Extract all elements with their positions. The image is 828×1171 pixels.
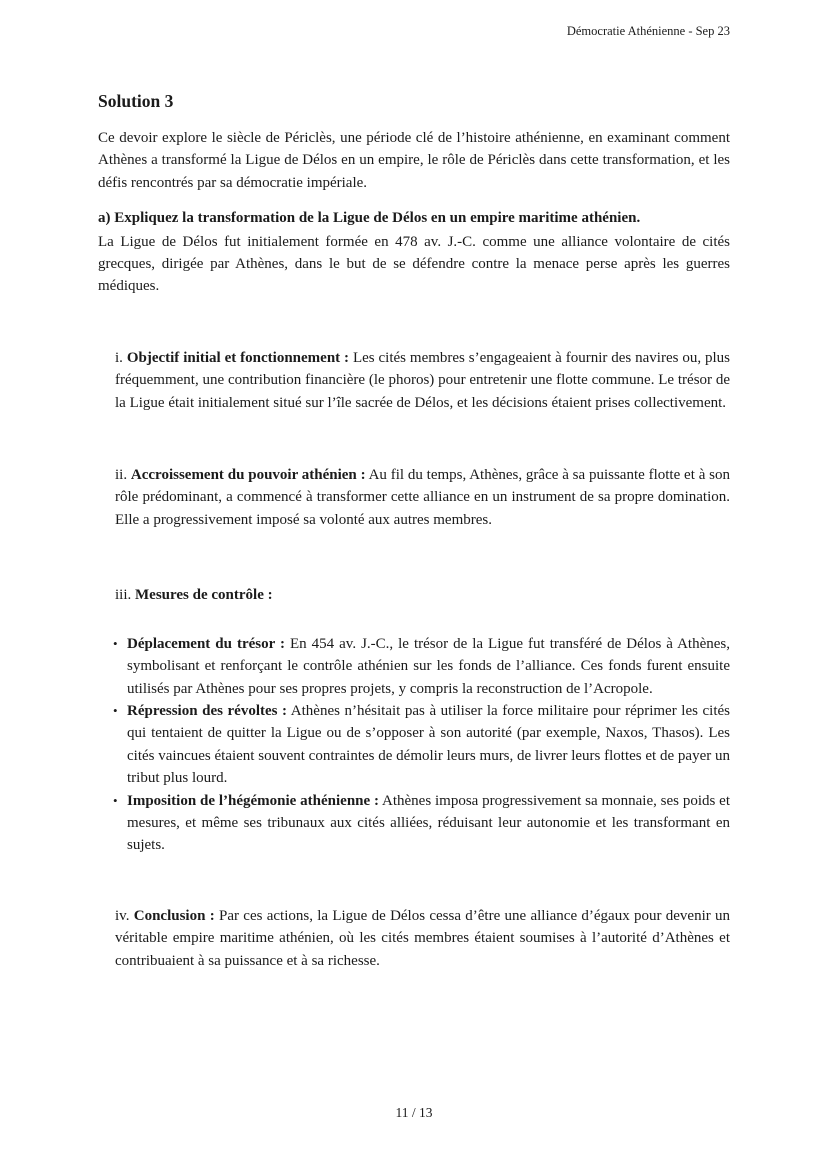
bullet-repression-revoltes [112,700,730,790]
bullet-2-text: Athènes n’hésitait pas à utiliser la force militaire pour réprimer les cités qui tentaient de quitter la Ligue ou de s’opposer à son autorité (par exemple, Naxos, Thasos). Les cités vaincues étaient souvent contraintes de démolir leurs murs, de livrer leurs flottes et de payer un tribut plus lourd. [127,702,730,787]
control-measures-list [98,633,730,857]
item-i-label: Objectif initial et fonctionnement : [126,349,350,366]
bullet-1-text: En 454 av. J.-C., le trésor de la Ligue fut transféré de Délos à Athènes, symbolisant et renforçant le contrôle athénien sur les fonds de l’alliance. Ces fonds furent ensuite utilisés par Athènes pour ses propres projets, y compris la reconstruction de l’Acropole. [127,635,730,697]
item-objectif-initial [98,347,730,414]
item-ii-number: ii. [115,467,128,484]
intro-paragraph: Ce devoir explore le siècle de Périclès, une période clé de l’histoire athénienne, en examinant comment Athènes a transformé la Ligue de Délos en un empire, le rôle de Périclès dans cette transformation, et les défis rencontrés par sa démocratie impériale. [98,130,730,191]
bullet-imposition-hegemonie [112,790,730,857]
page-number: 11 / 13 [395,1105,433,1120]
item-iv-label: Conclusion : [133,907,215,924]
item-conclusion [98,905,730,972]
item-ii-label: Accroissement du pouvoir athénien : [130,467,366,484]
bullet-2-label: Répression des révoltes : [127,702,288,719]
item-iii-number: iii. [115,587,132,604]
item-ii-text: Au fil du temps, Athènes, grâce à sa puissante flotte et à son rôle prédominant, a commencé à transformer cette alliance en un instrument de sa propre domination. Elle a progressivement imposé sa volonté aux autres membres. [115,467,730,528]
bullet-1-label: Déplacement du trésor : [127,635,285,652]
item-iv-text: Par ces actions, la Ligue de Délos cessa d’être une alliance d’égaux pour devenir un véritable empire maritime athénien, où les cités membres étaient soumises à l’autorité d’Athènes et contribuaient à sa puissance et à sa richesse. [115,907,731,969]
item-i-text: Les cités membres s’engageaient à fournir des navires ou, plus fréquemment, une contribution financière (le phoros) pour entretenir une flotte commune. Le trésor de la Ligue était initialement situé sur l’île sacrée de Délos, et les décisions étaient prises collectivement. [115,349,731,411]
header-title-text: Démocratie Athénienne - Sep 23 [566,24,730,38]
bullet-deplacement-tresor [112,633,730,700]
bullet-3-text: Athènes imposa progressivement sa monnaie, ses poids et mesures, et même ses tribunaux aux cités alliées, réduisant leur autonomie et les transformant en sujets. [127,792,731,854]
item-iv-number: iv. [115,907,130,924]
item-mesures-controle [98,584,730,606]
question-a-heading: a) Expliquez la transformation de la Ligue de Délos en un empire maritime athénien. [98,210,641,227]
item-accroissement-pouvoir [98,464,730,531]
item-iii-label: Mesures de contrôle : [135,587,273,604]
question-a-paragraph: La Ligue de Délos fut initialement formée en 478 av. J.-C. comme une alliance volontaire de cités grecques, dirigée par Athènes, dans le but de se défendre contre la menace perse après les guerres médiques. [98,233,730,295]
bullet-3-label: Imposition de l’hégémonie athénienne : [127,792,379,809]
solution-title: Solution 3 [98,91,174,111]
item-i-number: i. [115,349,123,366]
document-header [98,0,730,39]
